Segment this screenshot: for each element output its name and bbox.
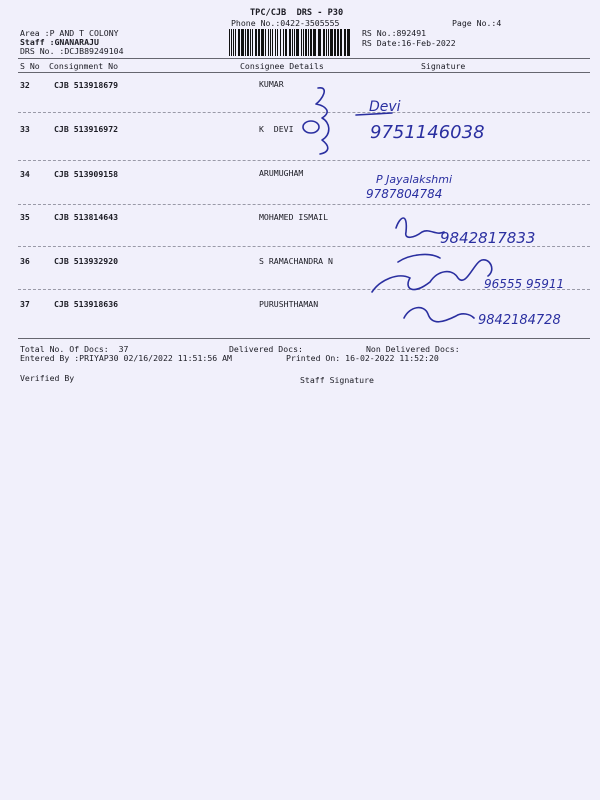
barcode-bar xyxy=(235,29,236,56)
barcode-bar xyxy=(265,29,266,56)
row-divider xyxy=(18,246,590,247)
handwritten-signature-stroke xyxy=(396,218,444,237)
barcode-bar xyxy=(275,29,276,56)
row-sno: 35 xyxy=(20,212,30,222)
barcode-bar xyxy=(233,29,234,56)
row-consignment: CJB 513814643 xyxy=(54,212,119,222)
table-bottom-divider xyxy=(18,338,590,339)
row-divider xyxy=(18,204,590,205)
barcode-bar xyxy=(308,29,309,56)
handwritten-name: P Jayalakshmi xyxy=(376,173,453,186)
barcode-bar xyxy=(340,29,342,56)
delivered-docs: Delivered Docs: xyxy=(229,344,303,354)
row-consignment: CJB 513909158 xyxy=(54,169,119,179)
handwritten-name: Devi xyxy=(369,99,401,115)
handwritten-phone: 9842817833 xyxy=(440,229,536,247)
total-docs: Total No. Of Docs: 37 xyxy=(20,344,129,354)
barcode-bar xyxy=(296,29,299,56)
barcode-bar xyxy=(301,29,302,56)
barcode-bar xyxy=(241,29,244,56)
row-sno: 33 xyxy=(20,124,30,134)
barcode-bar xyxy=(323,29,325,56)
handwritten-signature-stroke xyxy=(372,260,492,292)
barcode-bar xyxy=(305,29,307,56)
barcode-bar xyxy=(313,29,316,56)
row-sno: 37 xyxy=(20,299,30,309)
barcode-bar xyxy=(289,29,291,56)
barcode-bar xyxy=(337,29,339,56)
row-divider xyxy=(18,112,590,113)
barcode xyxy=(229,29,353,56)
column-signature: Signature xyxy=(421,61,466,71)
row-consignee: ARUMUGHAM xyxy=(259,168,304,178)
barcode-bar xyxy=(344,29,346,56)
barcode-bar xyxy=(231,29,232,56)
row-consignment: CJB 513918636 xyxy=(54,299,119,309)
barcode-bar xyxy=(247,29,249,56)
drs-number: DRS No. :DCJB89249104 xyxy=(20,46,124,56)
row-consignee: PURUSHTHAMAN xyxy=(259,299,319,309)
header-divider-top xyxy=(18,58,590,59)
rs-number: RS No.:892491 xyxy=(362,28,427,38)
barcode-bar xyxy=(250,29,251,56)
barcode-bar xyxy=(272,29,273,56)
barcode-bar xyxy=(252,29,253,56)
area-label: Area :P AND T COLONY xyxy=(20,28,119,38)
handwritten-phone: 9842184728 xyxy=(478,313,561,328)
handwritten-phone: 9787804784 xyxy=(366,187,443,201)
row-consignee: K DEVI xyxy=(259,124,294,134)
barcode-bar xyxy=(326,29,327,56)
barcode-bar xyxy=(283,29,284,56)
entered-by: Entered By :PRIYAP30 02/16/2022 11:51:56 AM xyxy=(20,353,232,363)
verified-by: Verified By xyxy=(20,373,75,383)
barcode-bar xyxy=(303,29,304,56)
column-consignee: Consignee Details xyxy=(240,61,324,71)
row-divider xyxy=(18,160,590,161)
printed-on: Printed On: 16-02-2022 11:52:20 xyxy=(286,353,439,363)
handwritten-circle xyxy=(303,121,319,133)
barcode-bar xyxy=(347,29,350,56)
document-title: TPC/CJB DRS - P30 xyxy=(250,8,344,18)
barcode-bar xyxy=(280,29,281,56)
handwritten-phone: 9751146038 xyxy=(370,122,485,143)
row-consignment: CJB 513932920 xyxy=(54,256,119,266)
barcode-bar xyxy=(334,29,336,56)
column-sno: S No xyxy=(20,61,40,71)
header-divider-bottom xyxy=(18,72,590,73)
barcode-bar xyxy=(238,29,240,56)
handwritten-phone: 96555 95911 xyxy=(484,277,565,291)
barcode-bar xyxy=(292,29,293,56)
page-number: Page No.:4 xyxy=(452,18,502,28)
phone-number: Phone No.:0422-3505555 xyxy=(231,18,340,28)
barcode-bar xyxy=(270,29,271,56)
non-delivered-docs: Non Delivered Docs: xyxy=(366,344,460,354)
handwritten-signature-stroke xyxy=(398,255,440,262)
staff-label: Staff :GNANARAJU xyxy=(20,37,99,47)
barcode-bar xyxy=(285,29,287,56)
row-sno: 32 xyxy=(20,80,30,90)
row-sno: 36 xyxy=(20,256,30,266)
barcode-bar xyxy=(328,29,329,56)
barcode-bar xyxy=(258,29,260,56)
row-consignee: KUMAR xyxy=(259,79,284,89)
handwritten-underline xyxy=(356,113,392,115)
row-consignment: CJB 513916972 xyxy=(54,124,119,134)
barcode-bar xyxy=(255,29,257,56)
staff-signature-label: Staff Signature xyxy=(300,375,374,385)
handwritten-signature-stroke xyxy=(404,308,474,322)
row-consignment: CJB 513918679 xyxy=(54,80,119,90)
barcode-bar xyxy=(277,29,278,56)
barcode-bar xyxy=(245,29,246,56)
row-consignee: S RAMACHANDRA N xyxy=(259,256,333,266)
barcode-bar xyxy=(268,29,269,56)
column-consignment: Consignment No xyxy=(49,61,119,71)
barcode-bar xyxy=(310,29,312,56)
row-sno: 34 xyxy=(20,169,30,179)
row-consignee: MOHAMED ISMAIL xyxy=(259,212,329,222)
rs-date: RS Date:16-Feb-2022 xyxy=(362,38,456,48)
barcode-bar xyxy=(318,29,321,56)
barcode-bar xyxy=(330,29,333,56)
row-divider xyxy=(18,289,590,290)
barcode-bar xyxy=(294,29,295,56)
barcode-bar xyxy=(229,29,230,56)
barcode-bar xyxy=(261,29,264,56)
handwritten-brace xyxy=(316,88,329,154)
